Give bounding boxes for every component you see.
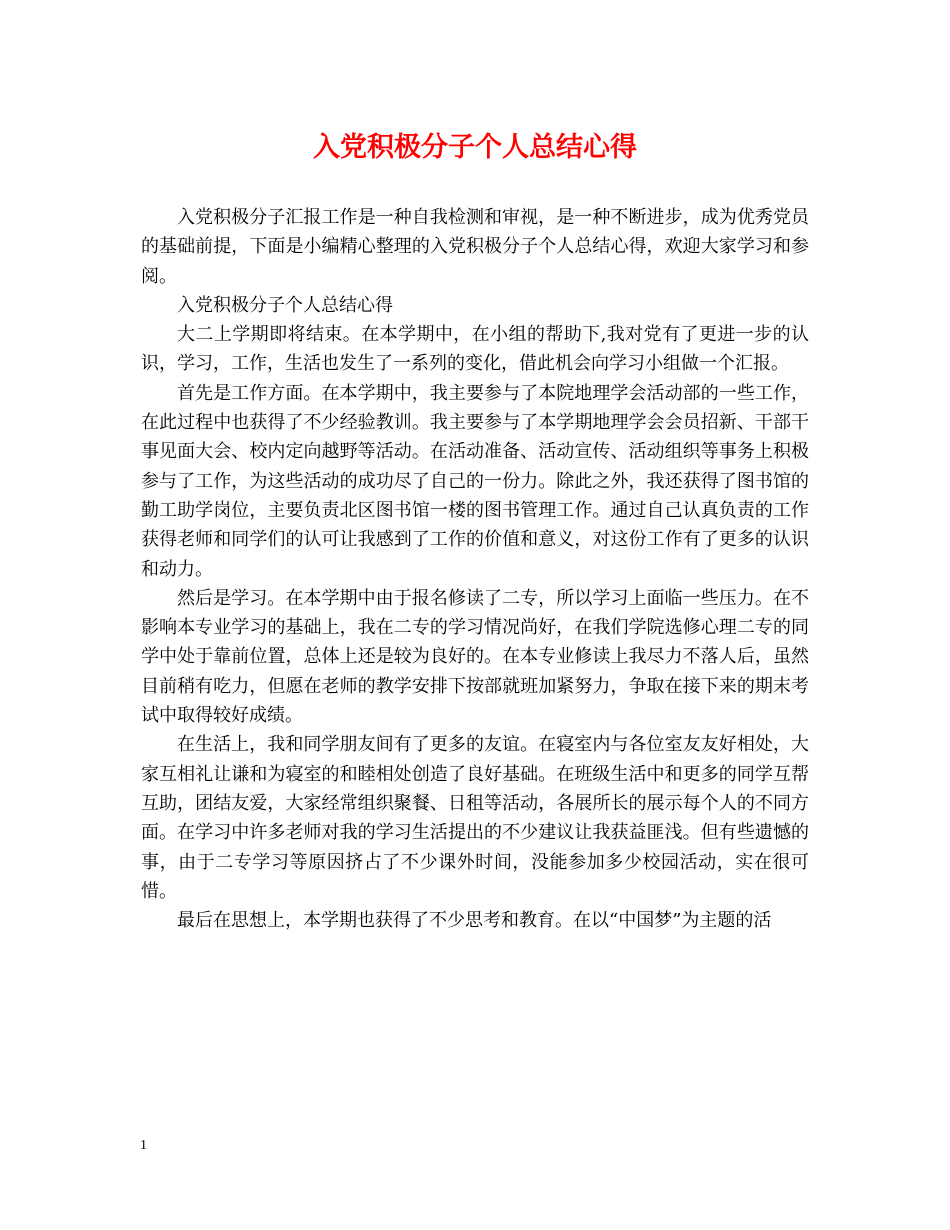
paragraph-subtitle: 入党积极分子个人总结心得 [177, 294, 393, 316]
paragraph-thought: 最后在思想上，本学期也获得了不少思考和教育。在以“中国梦”为主题的活 [177, 910, 772, 932]
page-number: 1 [140, 1138, 147, 1153]
document-title: 入党积极分子个人总结心得 [313, 132, 637, 163]
paragraph-life: 在生活上，我和同学朋友间有了更多的友谊。在寝室内与各位室友友好相处，大家互相礼让谦和为寝室的和睦相处创造了良好基础。在班级生活中和更多的同学互帮互助，团结友爱，大家经常组织聚餐、日租等活动，各展所长的展示每个人的不同方面。在学习中许多老师对我的学习生活提出的不少建议让我获益匪浅。但有些遗憾的事，由于二专学习等原因挤占了不少课外时间，没能参加多少校园活动，实在很可惜。 [141, 734, 809, 902]
paragraph-work: 首先是工作方面。在本学期中，我主要参与了本院地理学会活动部的一些工作，在此过程中也获得了不少经验教训。我主要参与了本学期地理学会会员招新、干部干事见面大会、校内定向越野等活动。在活动准备、活动宣传、活动组织等事务上积极参与了工作，为这些活动的成功尽了自己的一份力。除此之外，我还获得了图书馆的勤工助学岗位，主要负责北区图书馆一楼的图书管理工作。通过自己认真负责的工作获得老师和同学们的认可让我感到了工作的价值和意义，对这份工作有了更多的认识和动力。 [141, 382, 809, 580]
paragraph-intro: 入党积极分子汇报工作是一种自我检测和审视，是一种不断进步，成为优秀党员的基础前提，下面是小编精心整理的入党积极分子个人总结心得，欢迎大家学习和参阅。 [141, 207, 809, 287]
paragraph-study: 然后是学习。在本学期中由于报名修读了二专，所以学习上面临一些压力。在不影响本专业学习的基础上，我在二专的学习情况尚好，在我们学院选修心理二专的同学中处于靠前位置，总体上还是较为良好的。在本专业修读上我尽力不落人后，虽然目前稍有吃力，但愿在老师的教学安排下按部就班加紧努力，争取在接下来的期末考试中取得较好成绩。 [141, 587, 809, 727]
document-body [141, 203, 809, 935]
paragraph-overview: 大二上学期即将结束。在本学期中，在小组的帮助下,我对党有了更进一步的认识，学习，工作，生活也发生了一系列的变化，借此机会向学习小组做一个汇报。 [141, 324, 809, 375]
